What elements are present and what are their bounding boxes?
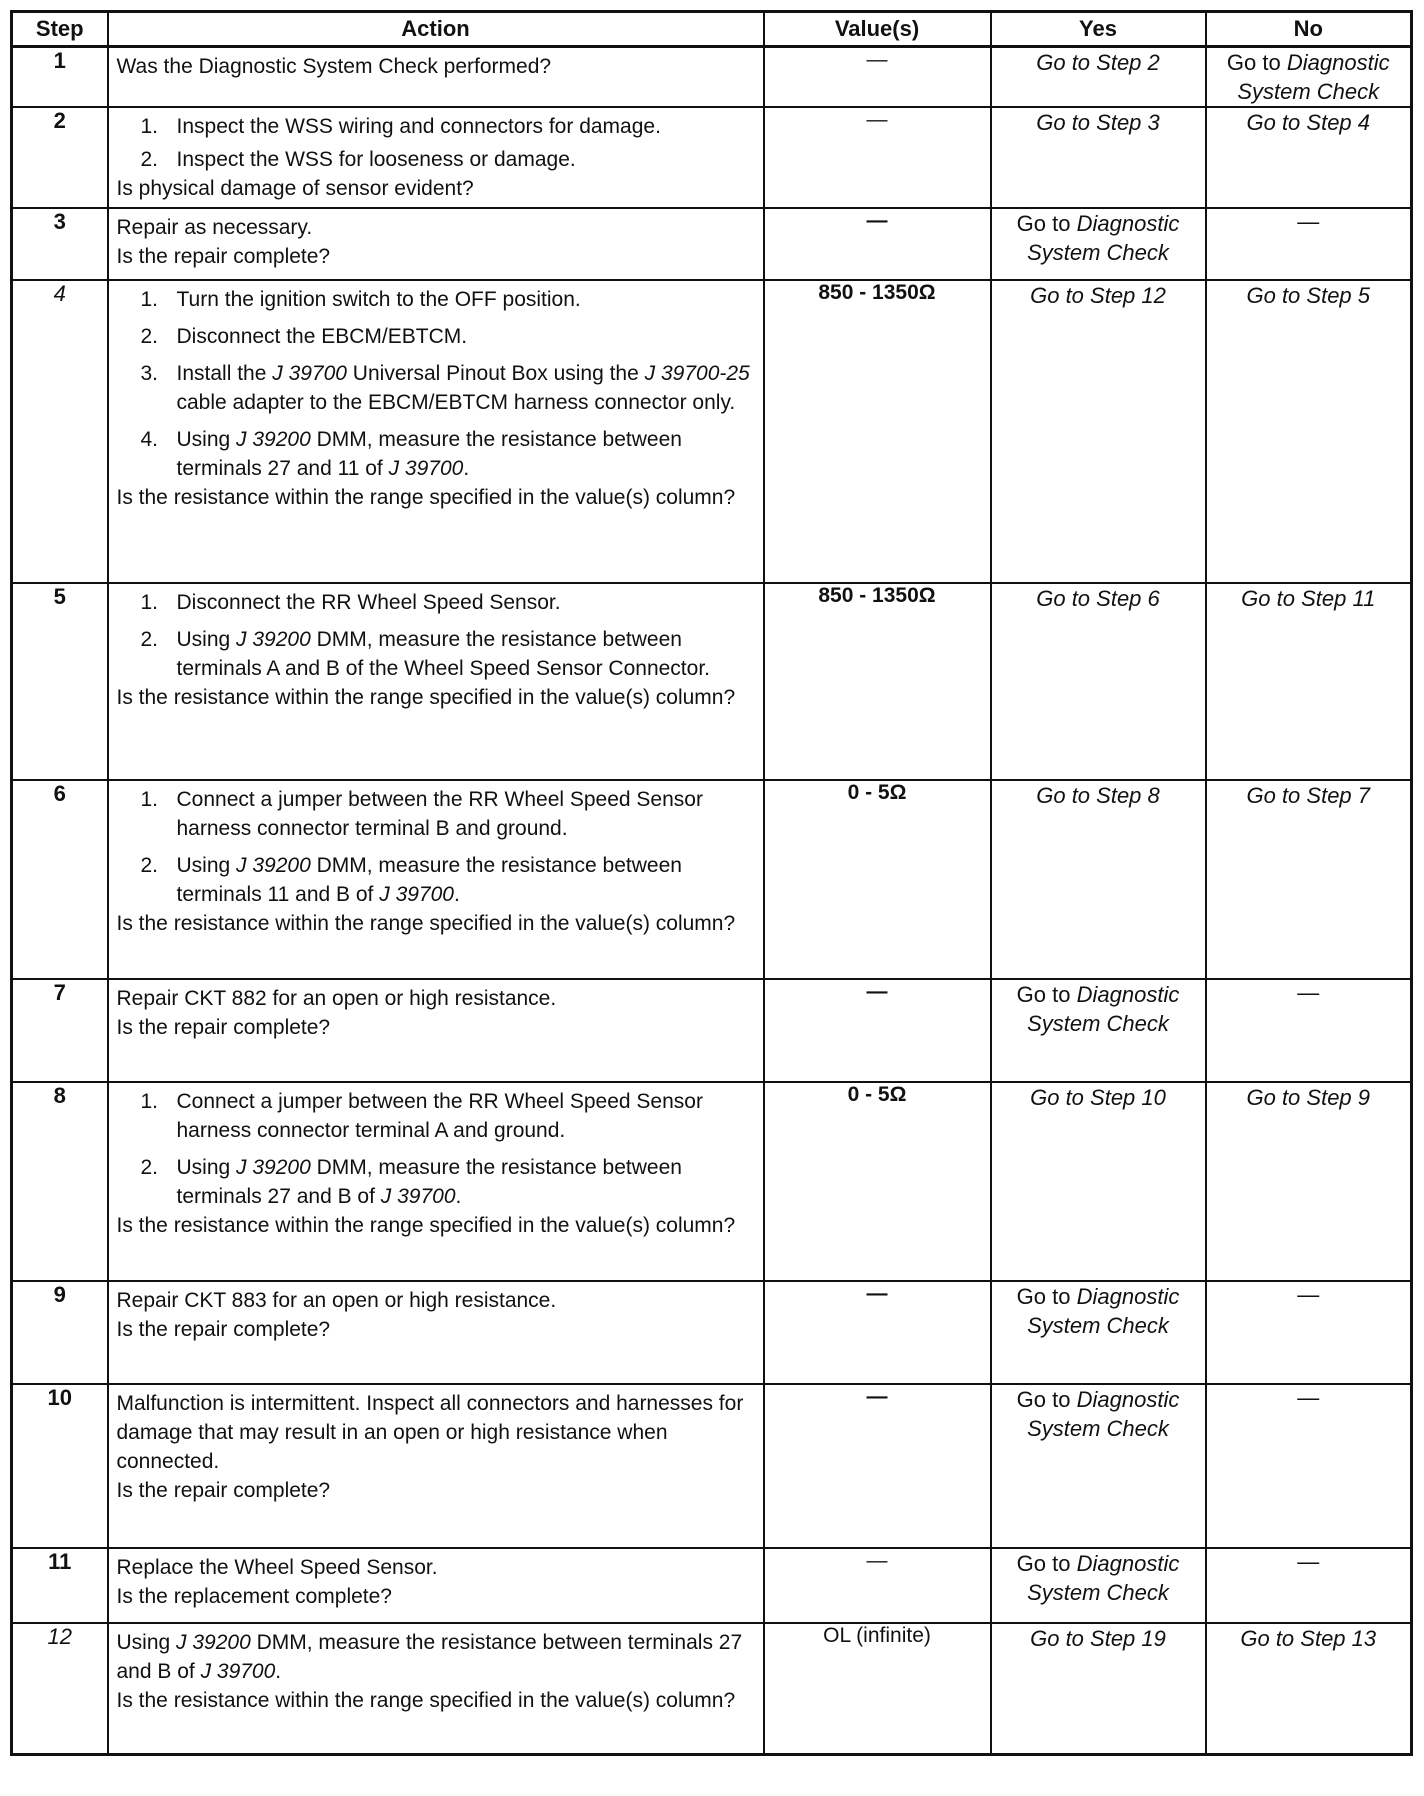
action-step-item [141, 625, 755, 683]
yes-answer-target: Diagnostic System Check [1027, 1387, 1180, 1441]
no-answer: Go to Step 5 [1246, 283, 1371, 308]
no-answer-target: Diagnostic System Check [1237, 50, 1390, 104]
value-cell: — [764, 47, 991, 108]
action-text: Malfunction is intermittent. Inspect all connectors and harnesses for damage that may result in an open or high resistance when connected. [116, 1392, 744, 1473]
step-number: 11 [12, 1548, 108, 1623]
tool-reference: J 39200 [236, 854, 311, 877]
action-step-item [141, 1087, 755, 1145]
action-step-item [141, 112, 755, 141]
action-question: Is the repair complete? [116, 1479, 331, 1502]
yes-answer: Go to Step 12 [1030, 283, 1166, 308]
action-question: Is the resistance within the range specified in the value(s) column? [116, 686, 736, 709]
no-answer-prefix: Go to [1226, 50, 1281, 75]
step-item-text: Inspect the WSS for looseness or damage. [176, 148, 576, 171]
action-steps [117, 785, 755, 909]
action-steps [117, 1087, 755, 1211]
step-number: 10 [12, 1384, 108, 1548]
action-text-part: Using [116, 1631, 177, 1654]
step-item-text: DMM, measure the resistance between terminals 27 and 11 of [176, 428, 682, 480]
step-item-number: 4. [140, 428, 159, 451]
step-item-text: Using [176, 854, 237, 877]
value-cell: — [764, 1281, 991, 1384]
diagnostic-table [10, 10, 1413, 1756]
step-number: 4 [12, 280, 108, 583]
step-number: 8 [12, 1082, 108, 1281]
action-question: Is the resistance within the range specified in the value(s) column? [116, 1214, 736, 1237]
action-text: Repair as necessary. [116, 216, 313, 239]
value-cell: — [764, 208, 991, 280]
no-cell: — [1206, 208, 1412, 280]
yes-answer-prefix: Go to [1016, 1387, 1071, 1412]
step-item-text: cable adapter to the EBCM/EBTCM harness connector only. [176, 391, 736, 414]
step-item-text: Connect a jumper between the RR Wheel Speed Sensor harness connector terminal B and ground. [176, 788, 703, 840]
table-row [12, 780, 1412, 979]
tool-reference: J 39200 [236, 1156, 311, 1179]
step-item-number: 2. [140, 148, 159, 171]
step-number: 6 [12, 780, 108, 979]
action-text-part: DMM, measure the resistance between terminals 27 and B of [116, 1631, 743, 1683]
action-cell [108, 1548, 764, 1623]
step-item-text: Using [176, 1156, 237, 1179]
action-cell [108, 583, 764, 780]
yes-answer: Go to Step 3 [1036, 110, 1160, 135]
header-row [12, 12, 1412, 47]
action-text [117, 1628, 755, 1686]
action-question: Is the replacement complete? [116, 1585, 392, 1608]
table-row [12, 1623, 1412, 1754]
table-row [12, 979, 1412, 1082]
step-item-number: 1. [140, 591, 159, 614]
action-question: Is the resistance within the range specified in the value(s) column? [116, 486, 736, 509]
yes-cell [991, 280, 1206, 583]
no-cell [1206, 1082, 1412, 1281]
no-cell [1206, 47, 1412, 108]
action-step-item [141, 359, 755, 417]
no-cell [1206, 1623, 1412, 1754]
no-cell [1206, 780, 1412, 979]
header-no: No [1206, 12, 1412, 47]
action-step-item [141, 425, 755, 483]
step-item-text: Connect a jumper between the RR Wheel Speed Sensor harness connector terminal A and ground. [176, 1090, 703, 1142]
header-action: Action [108, 12, 764, 47]
no-cell: — [1206, 1281, 1412, 1384]
action-cell [108, 1082, 764, 1281]
action-cell [108, 208, 764, 280]
yes-answer-target: Diagnostic System Check [1027, 1284, 1180, 1338]
value-cell: 850 - 1350Ω [764, 583, 991, 780]
table-row [12, 208, 1412, 280]
no-cell [1206, 583, 1412, 780]
yes-cell [991, 1281, 1206, 1384]
step-item-text: Disconnect the EBCM/EBTCM. [176, 325, 468, 348]
no-cell: — [1206, 979, 1412, 1082]
yes-cell [991, 780, 1206, 979]
value-cell: OL (infinite) [764, 1623, 991, 1754]
step-item-number: 2. [140, 854, 159, 877]
yes-cell [991, 1623, 1206, 1754]
yes-cell [991, 208, 1206, 280]
action-question: Is the resistance within the range specified in the value(s) column? [116, 912, 736, 935]
yes-cell [991, 1548, 1206, 1623]
action-question: Was the Diagnostic System Check performed? [116, 55, 552, 78]
no-answer: Go to Step 11 [1241, 586, 1376, 611]
table-row [12, 1281, 1412, 1384]
step-number: 9 [12, 1281, 108, 1384]
step-item-number: 2. [140, 325, 159, 348]
step-item-number: 1. [140, 288, 159, 311]
step-item-text: . [453, 883, 460, 906]
step-item-number: 1. [140, 1090, 159, 1113]
tool-reference: J 39700 [388, 457, 464, 480]
step-item-number: 1. [140, 788, 159, 811]
table-row [12, 107, 1412, 208]
table-row [12, 1384, 1412, 1548]
action-cell [108, 1623, 764, 1754]
action-step-item [141, 322, 755, 351]
action-cell [108, 979, 764, 1082]
no-answer: Go to Step 13 [1240, 1626, 1377, 1651]
step-item-text: Install the [176, 362, 273, 385]
no-answer: Go to Step 9 [1246, 1085, 1371, 1110]
step-item-text: Using [176, 428, 237, 451]
step-item-text: DMM, measure the resistance between terminals A and B of the Wheel Speed Sensor Connector. [176, 628, 710, 680]
action-steps [117, 285, 755, 483]
action-cell [108, 47, 764, 108]
header-yes: Yes [991, 12, 1206, 47]
diagnostic-table-sheet [10, 10, 1410, 1756]
yes-answer-target: Diagnostic System Check [1027, 1551, 1180, 1605]
action-step-item [141, 145, 755, 174]
action-cell [108, 1281, 764, 1384]
table-row [12, 280, 1412, 583]
action-question: Is the repair complete? [116, 1318, 331, 1341]
action-question: Is physical damage of sensor evident? [116, 177, 474, 200]
step-number: 5 [12, 583, 108, 780]
value-cell: — [764, 979, 991, 1082]
action-step-item [141, 285, 755, 314]
tool-reference: J 39200 [236, 628, 311, 651]
no-cell: — [1206, 1548, 1412, 1623]
yes-answer-prefix: Go to [1016, 982, 1071, 1007]
step-item-text: DMM, measure the resistance between terminals 11 and B of [176, 854, 682, 906]
step-number: 2 [12, 107, 108, 208]
yes-answer-prefix: Go to [1016, 1284, 1071, 1309]
step-item-number: 1. [140, 115, 159, 138]
action-step-item [141, 785, 755, 843]
yes-answer-target: Diagnostic System Check [1027, 211, 1180, 265]
header-values: Value(s) [764, 12, 991, 47]
tool-reference: J 39700 [379, 883, 454, 906]
value-cell: — [764, 107, 991, 208]
action-step-item [141, 1153, 755, 1211]
step-number: 12 [12, 1623, 108, 1754]
action-cell [108, 280, 764, 583]
table-row [12, 583, 1412, 780]
step-item-text: Universal Pinout Box using the [346, 362, 645, 385]
table-row [12, 1548, 1412, 1623]
value-cell: 850 - 1350Ω [764, 280, 991, 583]
yes-answer-prefix: Go to [1016, 211, 1071, 236]
step-item-text: Turn the ignition switch to the OFF position. [176, 288, 581, 311]
step-number: 7 [12, 979, 108, 1082]
action-steps [117, 588, 755, 683]
tool-reference: J 39700 [380, 1185, 456, 1208]
value-cell: — [764, 1548, 991, 1623]
action-text: Repair CKT 882 for an open or high resistance. [116, 987, 557, 1010]
yes-cell [991, 1082, 1206, 1281]
action-step-item [141, 851, 755, 909]
tool-reference: J 39200 [176, 1631, 251, 1654]
no-cell [1206, 107, 1412, 208]
action-text-part: . [275, 1660, 282, 1683]
header-step: Step [12, 12, 108, 47]
action-question: Is the resistance within the range specified in the value(s) column? [116, 1689, 736, 1712]
action-text: Repair CKT 883 for an open or high resistance. [116, 1289, 557, 1312]
action-cell [108, 1384, 764, 1548]
action-step-item [141, 588, 755, 617]
yes-cell [991, 47, 1206, 108]
tool-reference: J 39700 [272, 362, 347, 385]
no-cell: — [1206, 1384, 1412, 1548]
tool-reference: J 39700-25 [644, 362, 750, 385]
yes-answer: Go to Step 6 [1036, 586, 1160, 611]
step-item-text: DMM, measure the resistance between terminals 27 and B of [176, 1156, 682, 1208]
value-cell: — [764, 1384, 991, 1548]
table-row [12, 47, 1412, 108]
yes-cell [991, 107, 1206, 208]
action-text: Replace the Wheel Speed Sensor. [116, 1556, 438, 1579]
tool-reference: J 39200 [236, 428, 311, 451]
yes-cell [991, 1384, 1206, 1548]
step-number: 1 [12, 47, 108, 108]
no-answer: Go to Step 7 [1246, 783, 1371, 808]
step-item-text: . [455, 1185, 462, 1208]
step-item-number: 3. [140, 362, 159, 385]
action-steps [117, 112, 755, 174]
step-item-text: . [463, 457, 470, 480]
value-cell: 0 - 5Ω [764, 1082, 991, 1281]
yes-answer: Go to Step 19 [1030, 1626, 1166, 1651]
no-answer: Go to Step 4 [1246, 110, 1371, 135]
step-item-number: 2. [140, 1156, 159, 1179]
no-cell [1206, 280, 1412, 583]
yes-cell [991, 583, 1206, 780]
value-cell: 0 - 5Ω [764, 780, 991, 979]
step-item-text: Inspect the WSS wiring and connectors for damage. [176, 115, 661, 138]
step-number: 3 [12, 208, 108, 280]
action-question: Is the repair complete? [116, 245, 331, 268]
action-question: Is the repair complete? [116, 1016, 331, 1039]
yes-answer-prefix: Go to [1016, 1551, 1071, 1576]
step-item-text: Using [176, 628, 237, 651]
yes-answer: Go to Step 8 [1036, 783, 1160, 808]
action-cell [108, 107, 764, 208]
table-row [12, 1082, 1412, 1281]
yes-answer: Go to Step 2 [1036, 50, 1160, 75]
yes-answer: Go to Step 10 [1030, 1085, 1166, 1110]
yes-cell [991, 979, 1206, 1082]
step-item-text: Disconnect the RR Wheel Speed Sensor. [176, 591, 561, 614]
step-item-number: 2. [140, 628, 159, 651]
yes-answer-target: Diagnostic System Check [1027, 982, 1180, 1036]
tool-reference: J 39700 [200, 1660, 276, 1683]
action-cell [108, 780, 764, 979]
